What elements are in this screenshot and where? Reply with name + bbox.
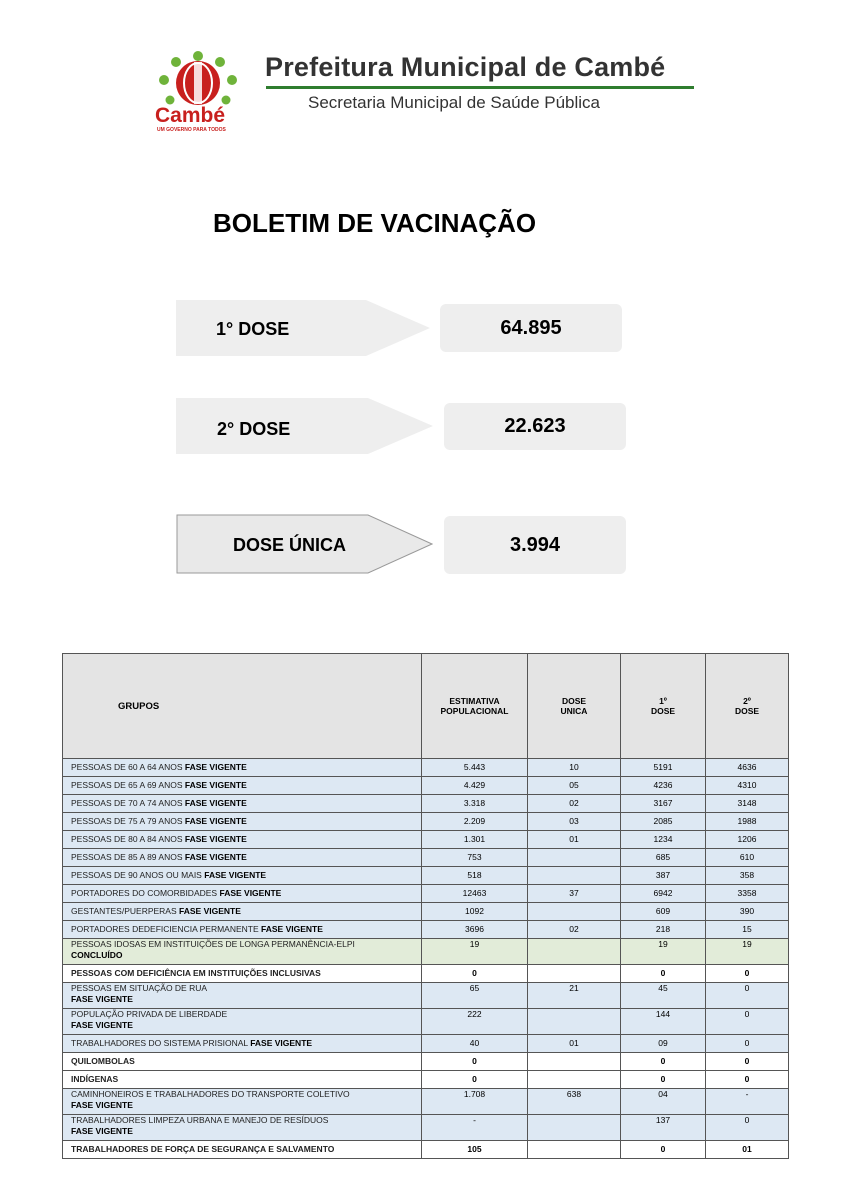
cell-group	[63, 1071, 422, 1089]
table-row	[63, 903, 789, 921]
group-name: PESSOAS COM DEFICIÊNCIA EM INSTITUIÇÕES INCLUSIVAS	[71, 968, 321, 978]
cell-dose2: -	[706, 1089, 789, 1115]
group-name: QUILOMBOLAS	[71, 1056, 135, 1066]
cell-estimativa: 1.708	[422, 1089, 528, 1115]
cell-dose-unica: 05	[528, 777, 621, 795]
cell-dose2: 0	[706, 1053, 789, 1071]
dose-unica-value: 3.994	[444, 516, 626, 574]
cell-dose1: 0	[621, 1141, 706, 1159]
cell-dose-unica: 10	[528, 759, 621, 777]
cambe-logo	[150, 48, 246, 138]
cell-dose1: 45	[621, 983, 706, 1009]
cell-estimativa: 0	[422, 1071, 528, 1089]
table-row	[63, 1141, 789, 1159]
cell-dose1: 137	[621, 1115, 706, 1141]
group-name: TRABALHADORES DE FORÇA DE SEGURANÇA E SALVAMENTO	[71, 1144, 335, 1154]
cell-dose-unica: 21	[528, 983, 621, 1009]
group-name: PESSOAS DE 60 A 64 ANOS	[71, 762, 185, 772]
table-row	[63, 965, 789, 983]
cell-estimativa: 0	[422, 1053, 528, 1071]
dose-unica-label: DOSE ÚNICA	[233, 535, 347, 555]
cell-dose-unica: 01	[528, 1035, 621, 1053]
table-row	[63, 939, 789, 965]
table-row	[63, 1071, 789, 1089]
cell-dose2: 610	[706, 849, 789, 867]
cell-group	[63, 759, 422, 777]
cell-dose2: 19	[706, 939, 789, 965]
col-header-dose-unica	[528, 654, 621, 759]
cell-estimativa: 0	[422, 965, 528, 983]
cell-estimativa: 3.318	[422, 795, 528, 813]
col-header-dose1	[621, 654, 706, 759]
group-status: FASE VIGENTE	[179, 906, 241, 916]
group-name: PESSOAS DE 75 A 79 ANOS	[71, 816, 185, 826]
cell-dose1: 5191	[621, 759, 706, 777]
cell-group	[63, 1035, 422, 1053]
cell-estimativa: 753	[422, 849, 528, 867]
table-row	[63, 885, 789, 903]
cell-estimativa: 2.209	[422, 813, 528, 831]
group-name: PESSOAS DE 85 A 89 ANOS	[71, 852, 185, 862]
col-header-grupos: GRUPOS	[63, 654, 422, 759]
group-status: FASE VIGENTE	[261, 924, 323, 934]
cell-dose-unica	[528, 1071, 621, 1089]
cell-dose2: 4636	[706, 759, 789, 777]
cell-dose-unica: 638	[528, 1089, 621, 1115]
col-header-dose1-line1: 1º	[659, 696, 667, 706]
cell-dose-unica: 03	[528, 813, 621, 831]
group-name: PESSOAS DE 80 A 84 ANOS	[71, 834, 185, 844]
col-header-dose2	[706, 654, 789, 759]
table-row	[63, 867, 789, 885]
cell-estimativa: 4.429	[422, 777, 528, 795]
cell-dose2: 0	[706, 1009, 789, 1035]
group-status: FASE VIGENTE	[204, 870, 267, 880]
group-name: POPULAÇÃO PRIVADA DE LIBERDADE	[71, 1009, 228, 1019]
cell-dose2: 01	[706, 1141, 789, 1159]
group-status: FASE VIGENTE	[71, 1020, 133, 1030]
col-header-dose-unica-line1: DOSE	[561, 696, 587, 706]
group-status: FASE VIGENTE	[184, 780, 247, 790]
table-row	[63, 759, 789, 777]
cell-group	[63, 867, 422, 885]
cell-estimativa: 3696	[422, 921, 528, 939]
col-header-dose1-line2: DOSE	[650, 706, 676, 716]
cell-estimativa: 12463	[422, 885, 528, 903]
cell-group	[63, 1141, 422, 1159]
cell-dose-unica	[528, 1053, 621, 1071]
group-name: PESSOAS DE 90 ANOS OU MAIS	[71, 870, 205, 880]
cell-dose-unica	[528, 965, 621, 983]
cell-estimativa: 518	[422, 867, 528, 885]
cell-dose-unica	[528, 1009, 621, 1035]
group-name: CAMINHONEIROS E TRABALHADORES DO TRANSPORTE COLETIVO	[71, 1089, 350, 1099]
cell-dose1: 609	[621, 903, 706, 921]
cell-estimativa: -	[422, 1115, 528, 1141]
cell-dose-unica	[528, 1115, 621, 1141]
cell-dose1: 4236	[621, 777, 706, 795]
group-status: FASE VIGENTE	[184, 852, 247, 862]
dose2-value: 22.623	[444, 403, 626, 450]
cell-group	[63, 1089, 422, 1115]
table-row	[63, 921, 789, 939]
cell-dose2: 1988	[706, 813, 789, 831]
org-subtitle: Secretaria Municipal de Saúde Pública	[308, 93, 601, 112]
dose-unica-arrow	[176, 514, 433, 574]
cell-group	[63, 1009, 422, 1035]
cell-group	[63, 965, 422, 983]
cell-dose1: 1234	[621, 831, 706, 849]
cell-dose2: 1206	[706, 831, 789, 849]
cell-group	[63, 813, 422, 831]
table-row	[63, 1035, 789, 1053]
cell-dose2: 3358	[706, 885, 789, 903]
cell-dose-unica: 02	[528, 921, 621, 939]
cell-dose1: 04	[621, 1089, 706, 1115]
cell-group	[63, 849, 422, 867]
group-name: PESSOAS EM SITUAÇÃO DE RUA	[71, 983, 208, 993]
cell-group	[63, 1053, 422, 1071]
col-header-dose2-line1: 2º	[743, 696, 751, 706]
cell-group	[63, 1115, 422, 1141]
group-status: CONCLUÍDO	[71, 950, 123, 960]
cell-dose-unica	[528, 903, 621, 921]
group-status: FASE VIGENTE	[219, 888, 282, 898]
cell-dose2: 390	[706, 903, 789, 921]
cell-dose1: 685	[621, 849, 706, 867]
cell-estimativa: 222	[422, 1009, 528, 1035]
cell-dose1: 0	[621, 965, 706, 983]
col-header-dose-unica-line2: UNICA	[560, 706, 588, 716]
cell-estimativa: 105	[422, 1141, 528, 1159]
group-name: TRABALHADORES LIMPEZA URBANA E MANEJO DE RESÍDUOS	[71, 1115, 329, 1125]
group-name: PORTADORES DEDEFICIENCIA PERMANENTE	[71, 924, 262, 934]
cell-group	[63, 939, 422, 965]
dose2-label: 2° DOSE	[217, 419, 291, 439]
table-row	[63, 777, 789, 795]
cell-group	[63, 903, 422, 921]
group-status: FASE VIGENTE	[71, 1100, 133, 1110]
cell-estimativa: 5.443	[422, 759, 528, 777]
cell-estimativa: 1.301	[422, 831, 528, 849]
table-row	[63, 1053, 789, 1071]
table-row	[63, 1009, 789, 1035]
table-header-row	[63, 654, 789, 759]
logo-tagline: UM GOVERNO PARA TODOS	[157, 127, 226, 133]
group-status: FASE VIGENTE	[184, 816, 247, 826]
table-row	[63, 1089, 789, 1115]
col-header-estimativa-line1: ESTIMATIVA	[449, 696, 500, 706]
group-name: PESSOAS DE 65 A 69 ANOS	[71, 780, 185, 790]
org-title: Prefeitura Municipal de Cambé	[265, 52, 666, 82]
header-divider	[266, 86, 694, 89]
cell-group	[63, 921, 422, 939]
group-name: TRABALHADORES DO SISTEMA PRISIONAL	[71, 1038, 251, 1048]
table-row	[63, 795, 789, 813]
cell-dose2: 3148	[706, 795, 789, 813]
cell-group	[63, 885, 422, 903]
dose1-arrow	[176, 299, 431, 357]
cell-dose-unica: 01	[528, 831, 621, 849]
cell-estimativa: 40	[422, 1035, 528, 1053]
group-name: INDÍGENAS	[71, 1074, 119, 1084]
cell-dose2: 4310	[706, 777, 789, 795]
bulletin-title: BOLETIM DE VACINAÇÃO	[213, 208, 537, 238]
col-header-estimativa	[422, 654, 528, 759]
group-status: FASE VIGENTE	[184, 798, 247, 808]
table-row	[63, 1115, 789, 1141]
cell-estimativa: 19	[422, 939, 528, 965]
group-status: FASE VIGENTE	[71, 1126, 133, 1136]
cell-dose1: 6942	[621, 885, 706, 903]
cell-dose1: 0	[621, 1071, 706, 1089]
table-row	[63, 831, 789, 849]
table-row	[63, 849, 789, 867]
group-name: PESSOAS IDOSAS EM INSTITUIÇÕES DE LONGA PERMANÊNCIA-ELPI	[71, 939, 355, 949]
cell-dose1: 19	[621, 939, 706, 965]
cell-group	[63, 795, 422, 813]
cell-dose-unica: 37	[528, 885, 621, 903]
cell-dose1: 3167	[621, 795, 706, 813]
table-row	[63, 983, 789, 1009]
cell-estimativa: 1092	[422, 903, 528, 921]
cell-dose-unica: 02	[528, 795, 621, 813]
cell-dose1: 09	[621, 1035, 706, 1053]
cell-group	[63, 983, 422, 1009]
cell-estimativa: 65	[422, 983, 528, 1009]
dose1-label: 1° DOSE	[216, 319, 290, 339]
group-status: FASE VIGENTE	[71, 994, 133, 1004]
group-status: FASE VIGENTE	[250, 1038, 313, 1048]
group-status: FASE VIGENTE	[184, 762, 247, 772]
dose2-arrow	[176, 397, 434, 455]
table-row	[63, 813, 789, 831]
group-name: PORTADORES DO COMORBIDADES	[71, 888, 220, 898]
cell-dose-unica	[528, 867, 621, 885]
dose1-value: 64.895	[440, 304, 622, 352]
cell-dose2: 358	[706, 867, 789, 885]
cell-dose2: 0	[706, 983, 789, 1009]
cell-dose2: 0	[706, 1115, 789, 1141]
cell-dose2: 0	[706, 1071, 789, 1089]
cell-group	[63, 831, 422, 849]
col-header-estimativa-line2: POPULACIONAL	[440, 706, 509, 716]
logo-wordmark: Cambé	[155, 104, 226, 127]
cell-dose1: 2085	[621, 813, 706, 831]
cell-dose-unica	[528, 939, 621, 965]
group-name: PESSOAS DE 70 A 74 ANOS	[71, 798, 185, 808]
col-header-dose2-line2: DOSE	[734, 706, 760, 716]
cell-dose1: 0	[621, 1053, 706, 1071]
cell-group	[63, 777, 422, 795]
vaccination-table	[62, 653, 789, 1159]
group-status: FASE VIGENTE	[184, 834, 247, 844]
cell-dose2: 0	[706, 965, 789, 983]
cell-dose1: 387	[621, 867, 706, 885]
group-name: GESTANTES/PUERPERAS	[71, 906, 180, 916]
cell-dose2: 0	[706, 1035, 789, 1053]
cell-dose-unica	[528, 1141, 621, 1159]
cell-dose2: 15	[706, 921, 789, 939]
cell-dose1: 218	[621, 921, 706, 939]
cell-dose-unica	[528, 849, 621, 867]
cell-dose1: 144	[621, 1009, 706, 1035]
